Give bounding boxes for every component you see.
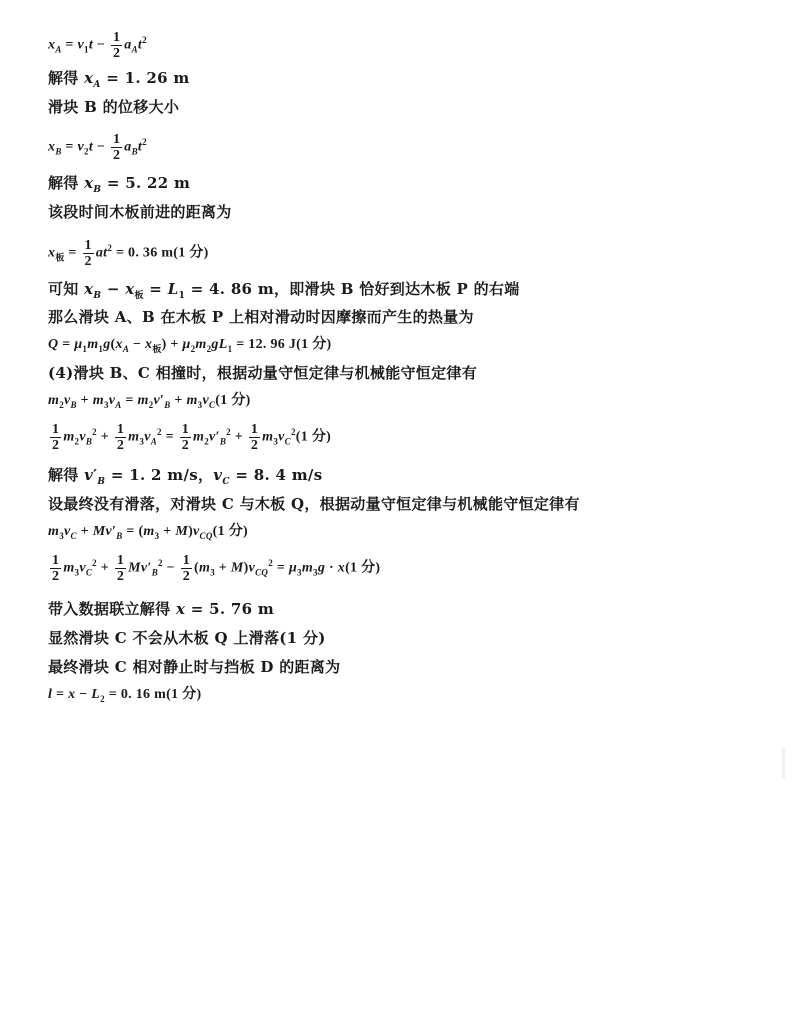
result-velocities: 解得 $v'_B = 1$. 2 m/s，$v_C = 8$. 4 m/s [48,466,323,487]
result-xB: 解得 $x_B = 5$. 22 m [48,174,191,195]
eq-energy-BC: $\frac{1}{2}$ $m_2v_B^2$ + $\frac{1}{2}$ $m_3v_A^2$ = $\frac{1}{2}$ $m_2v'_B^2$ + $\frac{1}{2}$ $m_3v_C^2(1$ 分) [52,422,332,453]
eq-momentum-BC: $m_2v_B + m_3v_A = m_2v'_B + m_3v_C(1$ 分) [48,393,251,410]
eq-final-distance: $l = x - L_2 = 0$. 16 m(1 分) [48,687,202,704]
text-distance-intro: 最终滑块 C 相对静止时与挡板 D 的距离为 [48,658,341,676]
fraction-half: $\frac{1}{2}$ [116,422,125,453]
eq-x-board: $x_板$ = $\frac{1}{2}$ $at^2 = 0$. 36 m(1 分) [48,238,209,269]
eq-momentum-CQ: $m_3v_C + Mv'_B = (m_3 + M)v_{CQ}(1$ 分) [48,524,248,541]
eq-heat-Q: $Q = \mu_1m_1g(x_A - x_板) + \mu_2m_2gL_1 = 12$. 96 J(1 分) [48,337,332,354]
eq-xB: $x_B = v_2t$ − $\frac{1}{2}$ $a_Bt^2$ [48,132,147,163]
result-xA: 解得 $x_A = 1$. 26 m [48,69,190,90]
text-relative-displacement: 可知 $x_B - x_板 = L_1 = 4$. 86 m，即滑块 B 恰好到达木板 P 的右端 [48,280,520,301]
text-displacement-B: 滑块 B 的位移大小 [48,98,180,116]
text-part4-intro: (4)滑块 B、C 相撞时，根据动量守恒定律与机械能守恒定律有 [48,364,477,382]
eq-energy-CQ: $\frac{1}{2}$ $m_3v_C^2$ + $\frac{1}{2}$ $Mv'_B^2$ − $\frac{1}{2}$ $(m_3 + M)v_{CQ}^2 = \mu_3m_3g \cdot x(1$ 分) [52,553,381,584]
fraction-half: $\frac{1}{2}$ [52,422,60,453]
fraction-half: $\frac{1}{2}$ [250,422,259,453]
text-heat-intro: 那么滑块 A、B 在木板 P 上相对滑动时因摩擦而产生的热量为 [48,308,474,326]
fraction-half: $\frac{1}{2}$ [112,30,121,61]
fraction-half: $\frac{1}{2}$ [112,132,121,163]
fraction-half: $\frac{1}{2}$ [84,238,92,269]
scan-edge-mark [782,748,785,778]
text-board-distance: 该段时间木板前进的距离为 [48,203,232,221]
fraction-half: $\frac{1}{2}$ [116,553,125,584]
eq-xA: $x_A = v_1t$ − $\frac{1}{2}$ $a_At^2$ [48,30,147,61]
result-x: 带入数据联立解得 x = 5. 76 m [48,600,275,618]
fraction-half: $\frac{1}{2}$ [181,422,190,453]
text-assume-no-slide: 设最终没有滑落，对滑块 C 与木板 Q，根据动量守恒定律与机械能守恒定律有 [48,495,580,513]
fraction-half: $\frac{1}{2}$ [182,553,191,584]
text-conclusion-no-slide: 显然滑块 C 不会从木板 Q 上滑落(1 分) [48,629,326,647]
fraction-half: $\frac{1}{2}$ [52,553,60,584]
